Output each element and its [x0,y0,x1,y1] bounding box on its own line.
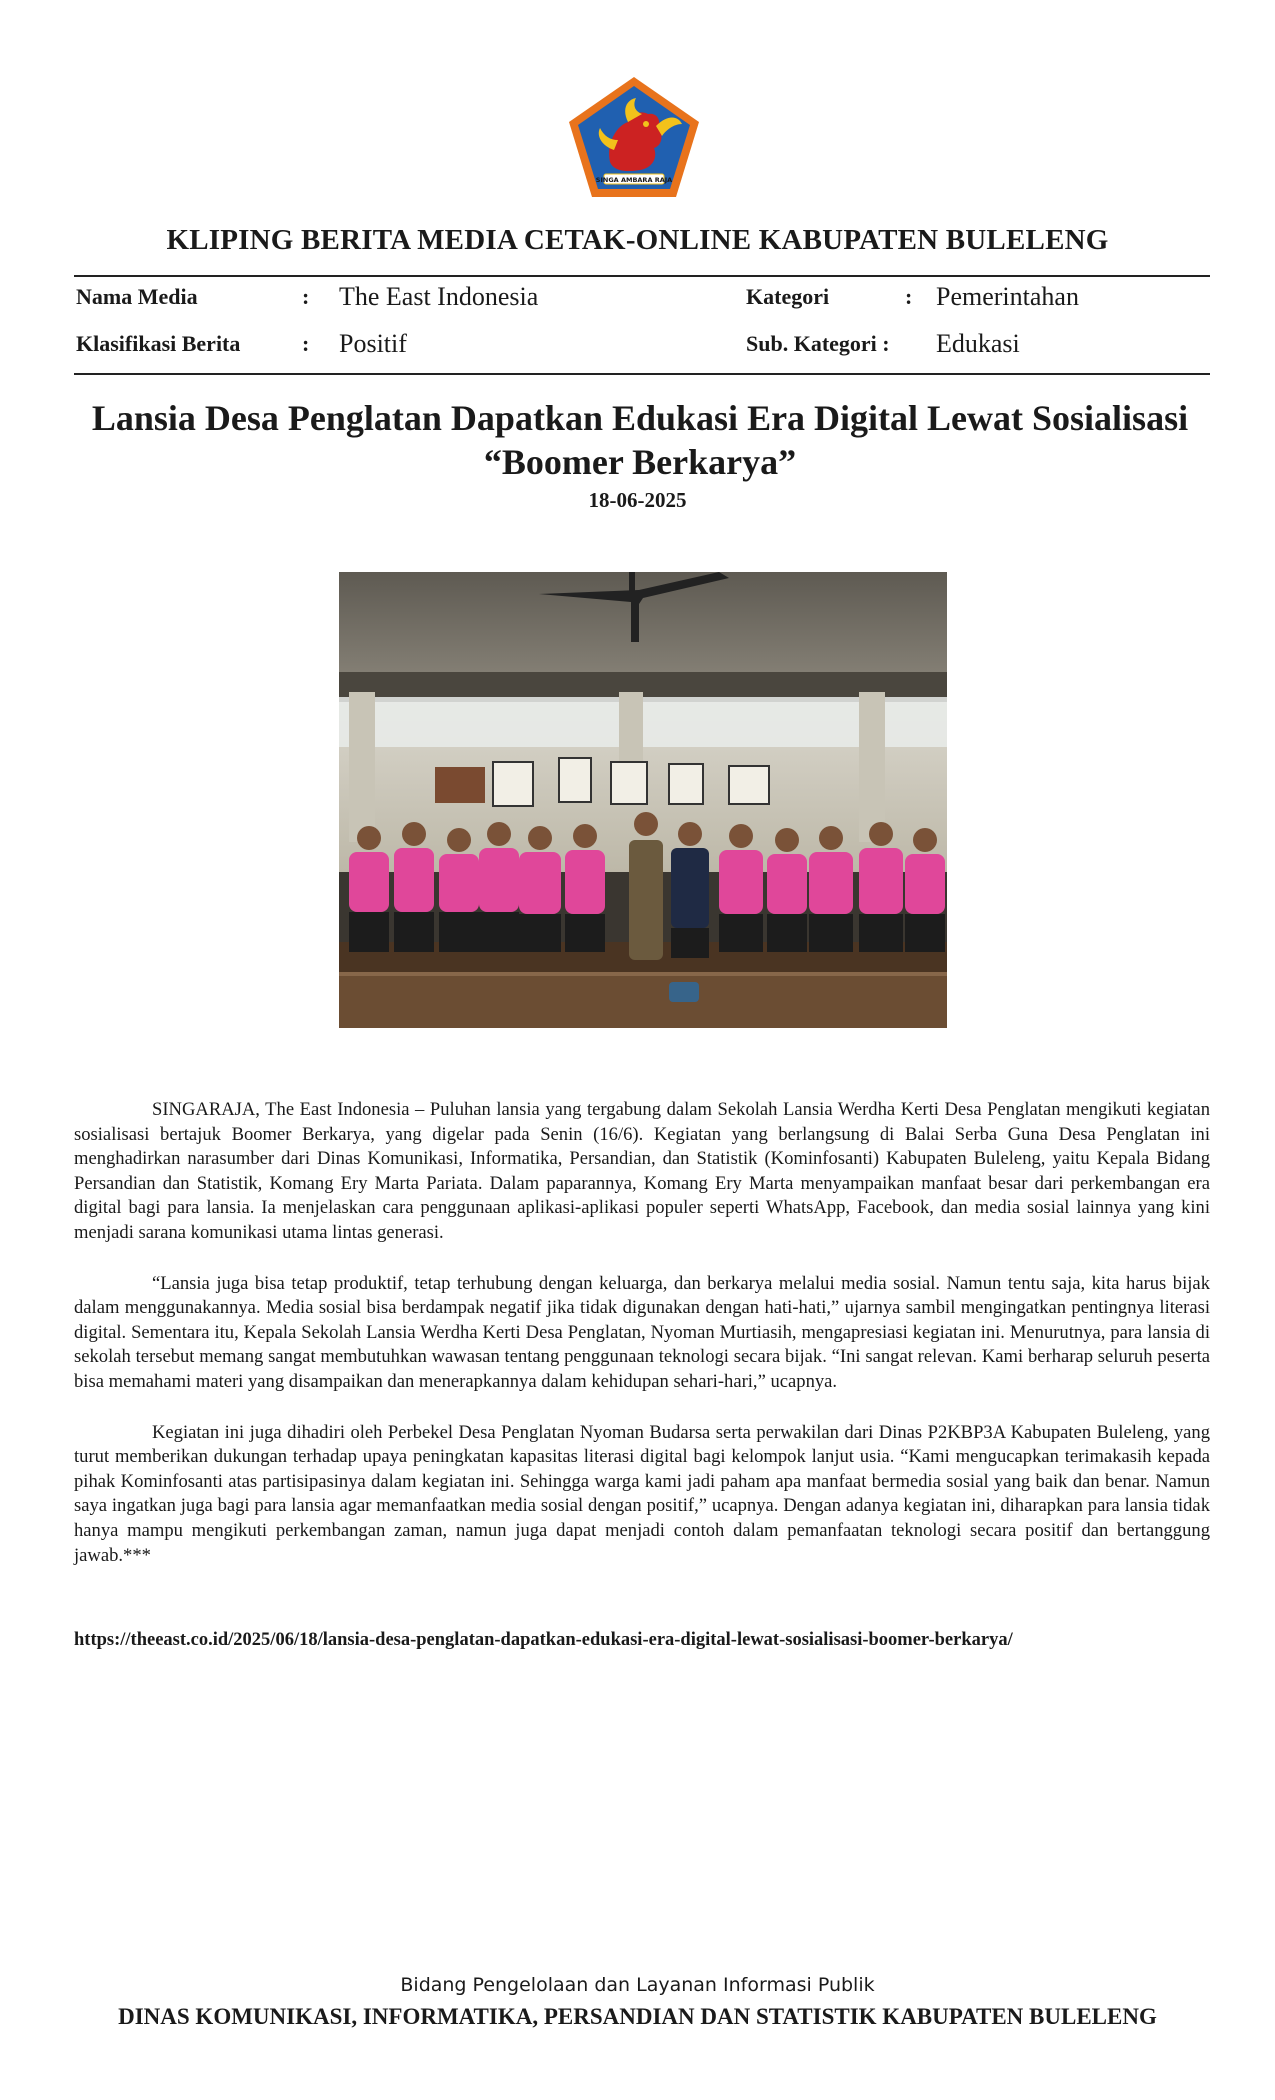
media-value: The East Indonesia [339,282,539,311]
source-link[interactable]: https://theeast.co.id/2025/06/18/lansia-desa-penglatan-dapatkan-edukasi-era-digital-lewat-sosialisasi-boomer-berkarya/ [74,1630,1013,1650]
article-paragraph: “Lansia juga bisa tetap produktif, tetap terhubung dengan keluarga, dan berkarya melalui media sosial. Namun tentu saja, kita harus bijak dalam menggunakannya. Media sosial bisa berdampak negatif jika tidak digunakan dengan hati-hati,” ujarnya sambil mengingatkan pentingnya literasi digital. Sementara itu, Kepala Sekolah Lansia Werdha Kerti Desa Penglatan, Nyoman Murtiasih, mengapresiasi kegiatan ini. Menurutnya, para lansia di sekolah tersebut memang sangat membutuhkan wawasan tentang penggunaan teknologi secara bijak. “Ini sangat relevan. Kami berharap seluruh peserta bisa memahami materi yang disampaikan dan menerapkannya dalam kehidupan sehari-hari,” ucapnya. [74,1272,1210,1392]
svg-text:SINGA AMBARA RAJA: SINGA AMBARA RAJA [595,176,673,184]
article-photo [339,572,947,1028]
article-headline: Lansia Desa Penglatan Dapatkan Edukasi Era Digital Lewat Sosialisasi “Boomer Berkarya” [91,398,1189,482]
footer-agency: DINAS KOMUNIKASI, INFORMATIKA, PERSANDIAN DAN STATISTIK KABUPATEN BULELENG [118,2004,1157,2029]
article-paragraph: Kegiatan ini juga dihadiri oleh Perbekel Desa Penglatan Nyoman Budarsa serta perwakilan dari Dinas P2KBP3A Kabupaten Buleleng, yang turut memberikan dukungan terhadap upaya peningkatan kapasitas literasi digital bagi kelompok lanjut usia. “Kami mengucapkan terimakasih kepada pihak Kominfosanti atas partisipasinya dalam kegiatan ini. Sehingga warga kami jadi paham apa manfaat bermedia sosial yang baik dan benar. Namun saya ingatkan juga bagi para lansia agar memanfaatkan media sosial dengan positif,” ucapnya. Dengan adanya kegiatan ini, diharapkan para lansia tidak hanya mampu mengikuti perkembangan zaman, namun juga dapat menjadi contoh dalam pemanfaatan teknologi secara positif dan bertanggung jawab.*** [74,1421,1210,1566]
subkategori-label: Sub. Kategori : [746,331,890,356]
footer-department: Bidang Pengelolaan dan Layanan Informasi Publik [400,1974,875,1996]
document-title: KLIPING BERITA MEDIA CETAK-ONLINE KABUPATEN BULELENG [166,224,1109,256]
article-body [74,1098,1210,1594]
article-date: 18-06-2025 [588,488,687,512]
singa-ambara-raja-logo [566,74,702,200]
kategori-value: Pemerintahan [936,282,1079,311]
media-colon: : [302,284,310,309]
klasifikasi-label: Klasifikasi Berita [76,331,241,356]
bottom-divider [74,373,1210,375]
subkategori-value: Edukasi [936,329,1020,358]
top-divider [74,275,1210,277]
kategori-colon: : [905,284,913,309]
klasifikasi-colon: : [302,331,310,356]
article-paragraph: SINGARAJA, The East Indonesia – Puluhan lansia yang tergabung dalam Sekolah Lansia Werdha Kerti Desa Penglatan mengikuti kegiatan sosialisasi bertajuk Boomer Berkarya, yang digelar pada Senin (16/6). Kegiatan yang berlangsung di Balai Serba Guna Desa Penglatan ini menghadirkan narasumber dari Dinas Komunikasi, Informatika, Persandian, dan Statistik (Kominfosanti) Kabupaten Buleleng, yaitu Kepala Bidang Persandian dan Statistik, Komang Ery Marta Pariata. Dalam paparannya, Komang Ery Marta menyampaikan manfaat besar dari perkembangan era digital bagi para lansia. Ia menjelaskan cara penggunaan aplikasi-aplikasi populer seperti WhatsApp, Facebook, dan media sosial lainnya yang kini menjadi sarana komunikasi utama lintas generasi. [74,1099,1210,1243]
media-label: Nama Media [76,284,198,309]
klasifikasi-value: Positif [339,329,407,358]
kategori-label: Kategori [746,284,830,309]
